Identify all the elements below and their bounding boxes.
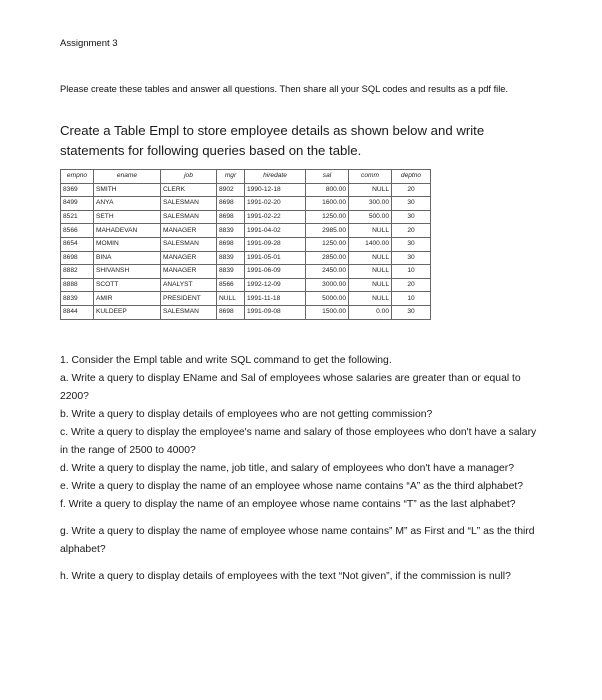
table-row <box>61 305 431 319</box>
table-cell: 1991-05-01 <box>245 251 306 265</box>
table-row <box>61 183 431 197</box>
table-row <box>61 210 431 224</box>
column-header: empno <box>61 170 94 184</box>
table-cell: 1991-04-02 <box>245 224 306 238</box>
table-cell: NULL <box>349 251 392 265</box>
table-cell: 8839 <box>61 292 94 306</box>
table-cell: 8698 <box>217 210 245 224</box>
column-header: hiredate <box>245 170 306 184</box>
table-cell: 30 <box>392 210 431 224</box>
table-cell: 8369 <box>61 183 94 197</box>
table-cell: 2850.00 <box>306 251 349 265</box>
table-cell: SHIVANSH <box>94 265 161 279</box>
table-cell: BINA <box>94 251 161 265</box>
table-cell: 1991-11-18 <box>245 292 306 306</box>
table-header-row <box>61 170 431 184</box>
empl-table-image <box>60 169 430 331</box>
table-cell: MOMIN <box>94 237 161 251</box>
table-cell: 8499 <box>61 197 94 211</box>
table-cell: 8566 <box>217 278 245 292</box>
table-cell: SALESMAN <box>161 210 217 224</box>
table-cell: 1991-02-20 <box>245 197 306 211</box>
table-cell: 8698 <box>217 197 245 211</box>
table-cell: 30 <box>392 251 431 265</box>
table-cell: MANAGER <box>161 224 217 238</box>
table-cell: 8698 <box>61 251 94 265</box>
table-cell: SMITH <box>94 183 161 197</box>
table-cell: 1990-12-18 <box>245 183 306 197</box>
table-cell: CLERK <box>161 183 217 197</box>
column-header: sal <box>306 170 349 184</box>
column-header: job <box>161 170 217 184</box>
table-cell: SALESMAN <box>161 305 217 319</box>
question-intro: 1. Consider the Empl table and write SQL command to get the following. <box>60 355 392 366</box>
table-cell: MAHADEVAN <box>94 224 161 238</box>
table-cell: 20 <box>392 183 431 197</box>
question-f: f. Write a query to display the name of an employee whose name contains “T” as the last alphabet? <box>60 499 516 510</box>
column-header: mgr <box>217 170 245 184</box>
table-cell: 1400.00 <box>349 237 392 251</box>
table-cell: 8902 <box>217 183 245 197</box>
table-cell: 8882 <box>61 265 94 279</box>
table-cell: AMIR <box>94 292 161 306</box>
table-row <box>61 265 431 279</box>
table-cell: 800.00 <box>306 183 349 197</box>
table-cell: 8698 <box>217 305 245 319</box>
table-cell: 8654 <box>61 237 94 251</box>
table-cell: 8839 <box>217 224 245 238</box>
table-cell: 1991-06-09 <box>245 265 306 279</box>
table-cell: 30 <box>392 237 431 251</box>
table-cell: 2985.00 <box>306 224 349 238</box>
table-row <box>61 251 431 265</box>
table-row <box>61 224 431 238</box>
column-header: deptno <box>392 170 431 184</box>
table-cell: 1992-12-09 <box>245 278 306 292</box>
table-cell: ANALYST <box>161 278 217 292</box>
table-cell: 8839 <box>217 265 245 279</box>
intro-text: Please create these tables and answer all questions. Then share all your SQL codes and results as a pdf file. <box>60 84 509 94</box>
table-cell: MANAGER <box>161 265 217 279</box>
table-cell: 10 <box>392 292 431 306</box>
table-cell: 20 <box>392 278 431 292</box>
table-cell: NULL <box>349 292 392 306</box>
table-cell: NULL <box>349 224 392 238</box>
table-row <box>61 237 431 251</box>
table-cell: 3000.00 <box>306 278 349 292</box>
empl-table <box>60 169 431 320</box>
table-cell: SCOTT <box>94 278 161 292</box>
table-cell: 2450.00 <box>306 265 349 279</box>
table-cell: 8844 <box>61 305 94 319</box>
table-cell: 30 <box>392 305 431 319</box>
table-cell: 8521 <box>61 210 94 224</box>
questions-list <box>60 352 545 586</box>
table-cell: SALESMAN <box>161 197 217 211</box>
question-h: h. Write a query to display details of employees with the text “Not given”, if the commission is null? <box>60 571 511 582</box>
table-cell: 1991-09-08 <box>245 305 306 319</box>
table-cell: 1250.00 <box>306 210 349 224</box>
table-row <box>61 292 431 306</box>
table-row <box>61 278 431 292</box>
assignment-title: Assignment 3 <box>60 38 118 49</box>
table-row <box>61 197 431 211</box>
table-cell: 8698 <box>217 237 245 251</box>
section-heading: Create a Table Empl to store employee details as shown below and write statements for following queries based on the table. <box>60 123 485 158</box>
column-header: comm <box>349 170 392 184</box>
table-cell: NULL <box>349 265 392 279</box>
table-cell: 1250.00 <box>306 237 349 251</box>
table-cell: KULDEEP <box>94 305 161 319</box>
table-cell: NULL <box>349 183 392 197</box>
table-cell: 0.00 <box>349 305 392 319</box>
table-cell: 1600.00 <box>306 197 349 211</box>
table-cell: 1500.00 <box>306 305 349 319</box>
table-cell: 8839 <box>217 251 245 265</box>
table-cell: NULL <box>217 292 245 306</box>
table-cell: 1991-02-22 <box>245 210 306 224</box>
table-cell: SETH <box>94 210 161 224</box>
table-cell: 1991-09-28 <box>245 237 306 251</box>
table-cell: MANAGER <box>161 251 217 265</box>
table-cell: 8566 <box>61 224 94 238</box>
table-cell: NULL <box>349 278 392 292</box>
table-cell: 8888 <box>61 278 94 292</box>
question-b: b. Write a query to display details of employees who are not getting commission? <box>60 409 433 420</box>
question-d: d. Write a query to display the name, job title, and salary of employees who don't have a manager? <box>60 463 515 474</box>
question-c: c. Write a query to display the employee's name and salary of those employees who don't have a salary in the range of 2500 to 4000? <box>60 427 537 456</box>
table-cell: 20 <box>392 224 431 238</box>
table-cell: 5000.00 <box>306 292 349 306</box>
question-a: a. Write a query to display EName and Sal of employees whose salaries are greater than or equal to 2200? <box>60 373 521 402</box>
question-g: g. Write a query to display the name of employee whose name contains” M” as First and “L” as the third alphabet? <box>60 526 535 555</box>
table-cell: 10 <box>392 265 431 279</box>
table-cell: ANYA <box>94 197 161 211</box>
table-cell: 500.00 <box>349 210 392 224</box>
question-e: e. Write a query to display the name of an employee whose name contains “A” as the third alphabet? <box>60 481 524 492</box>
table-cell: SALESMAN <box>161 237 217 251</box>
table-cell: 30 <box>392 197 431 211</box>
table-cell: 300.00 <box>349 197 392 211</box>
column-header: ename <box>94 170 161 184</box>
table-cell: PRESIDENT <box>161 292 217 306</box>
